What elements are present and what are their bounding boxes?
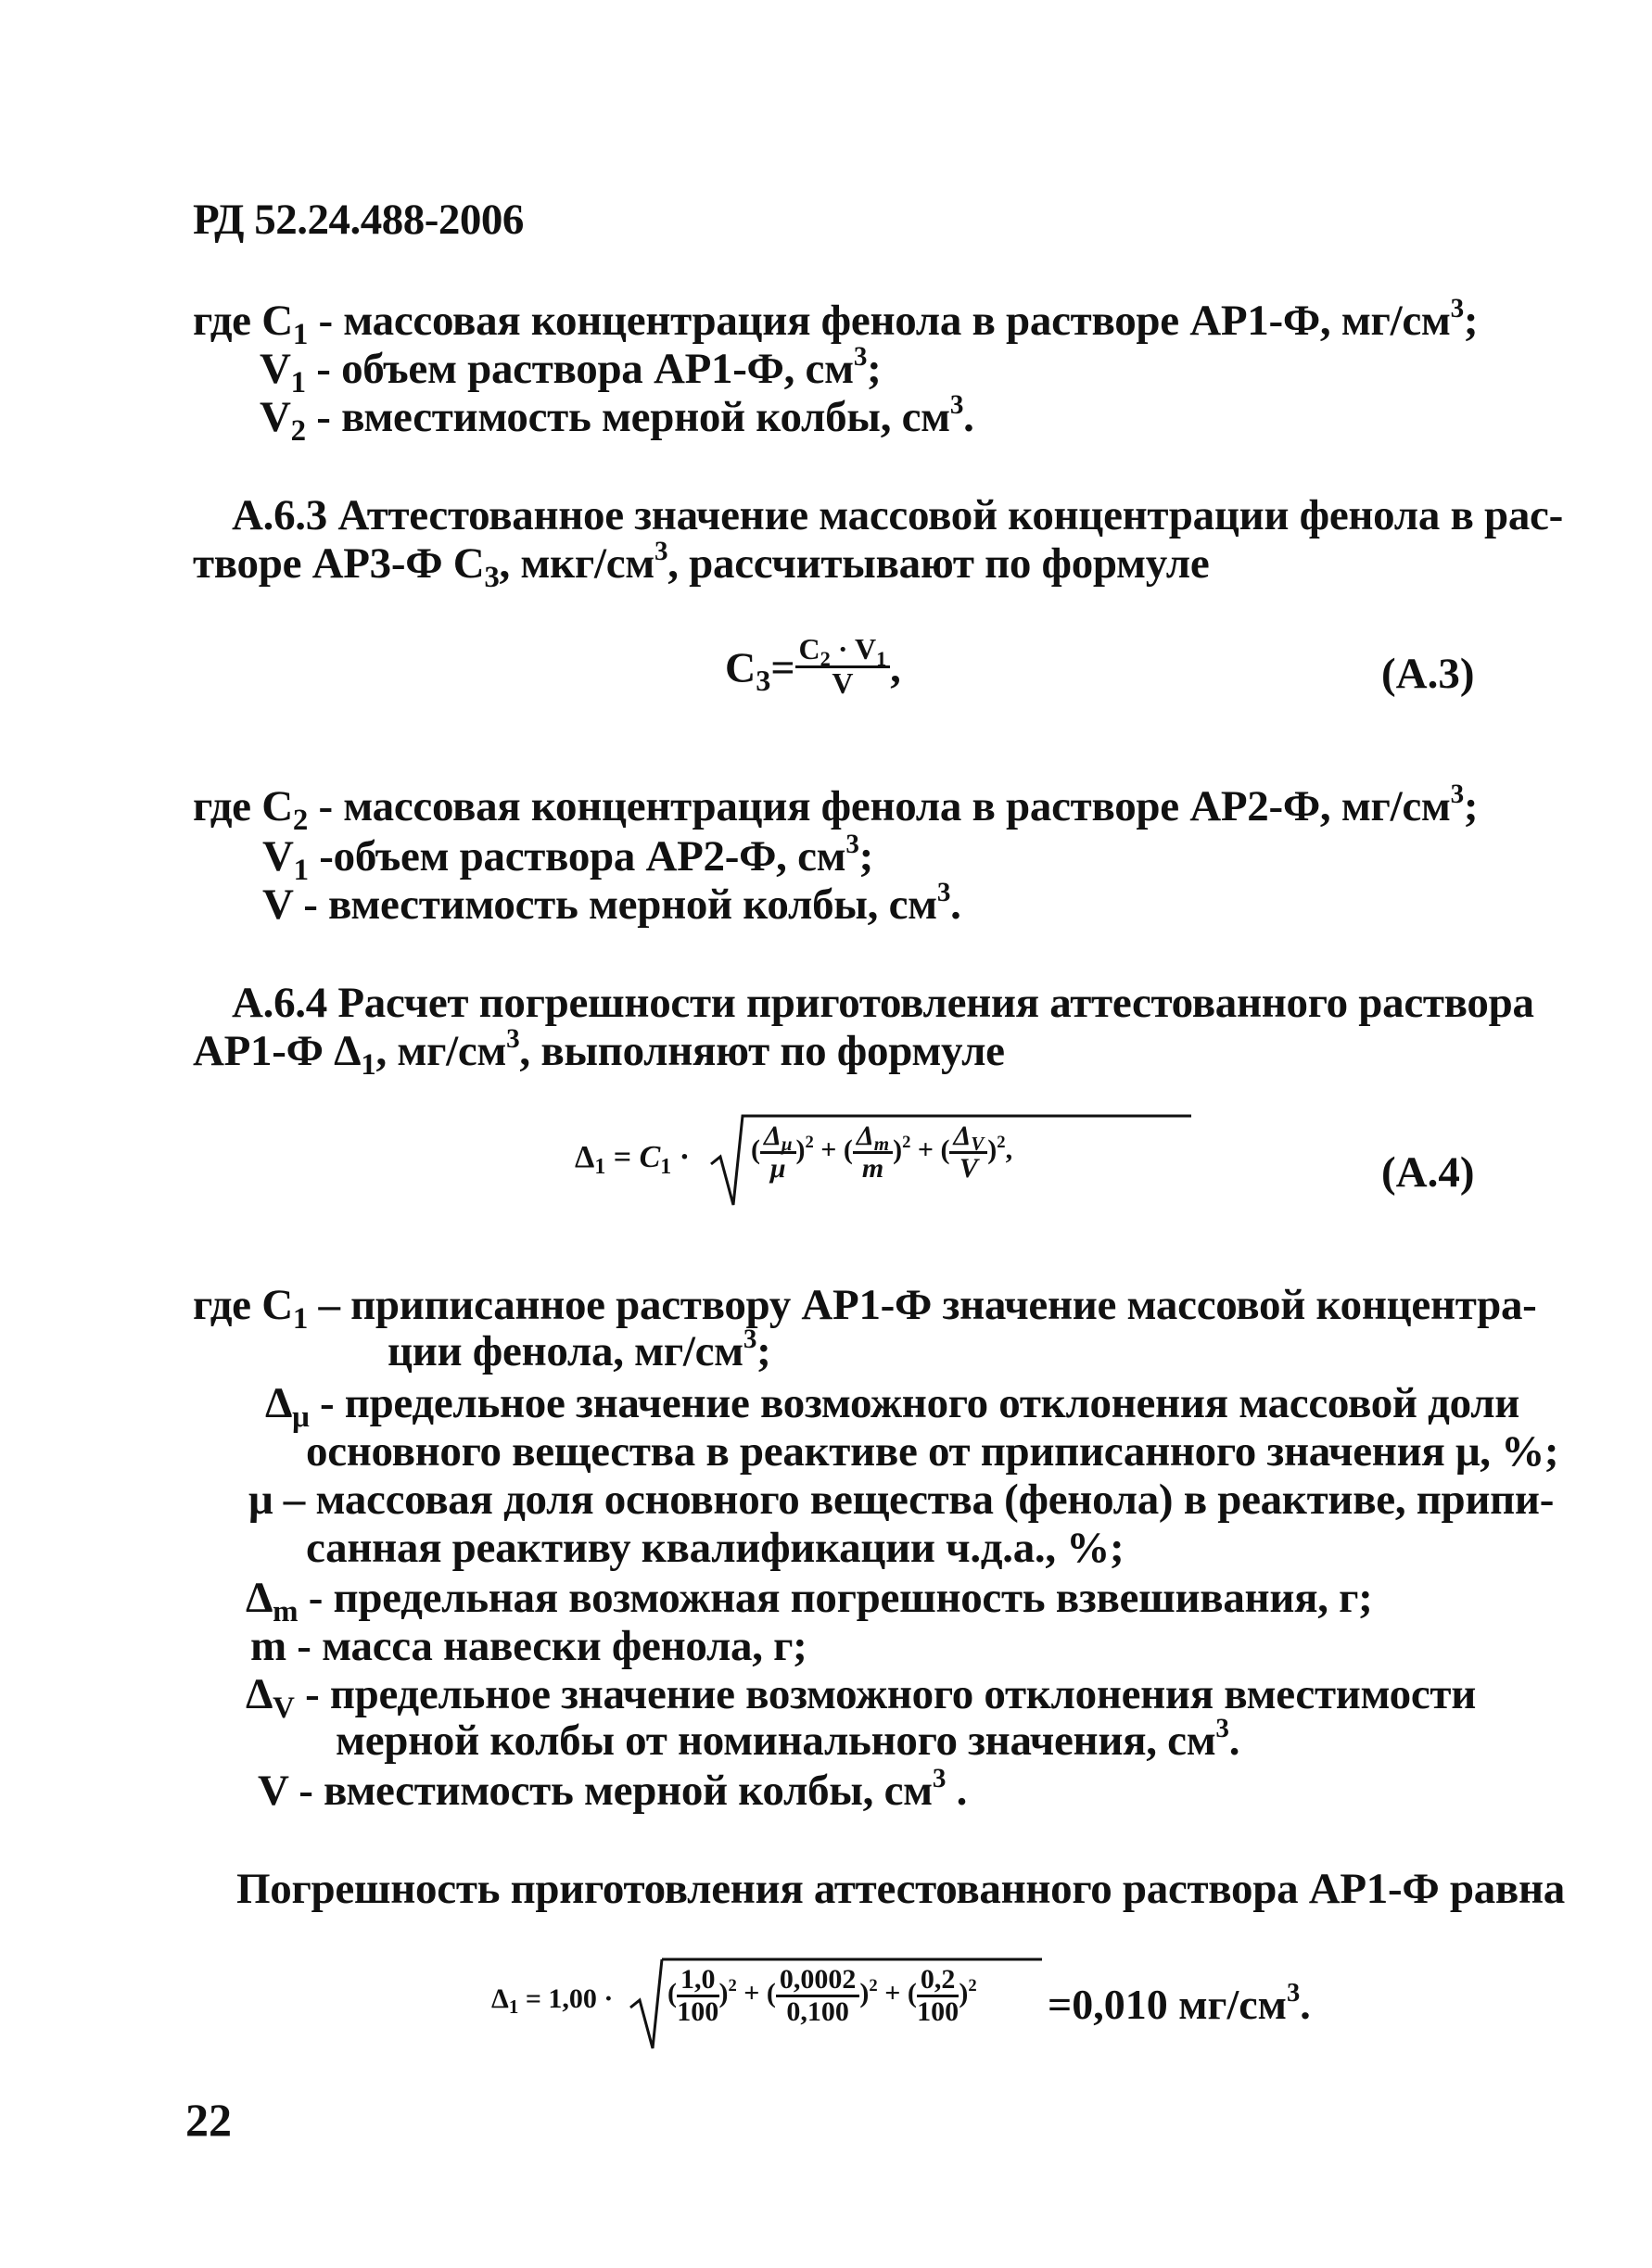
result-value: =0,010 $мг/см^3$. (1048, 1979, 1311, 2028)
where-v2b-line: V - вместимость мерной колбы, $см^3$ . (258, 1764, 968, 1815)
v-definition: - вместимость мерной колбы, см (292, 881, 937, 929)
document-header: РД 52.24.488-2006 (193, 196, 524, 244)
fraction-delta-m: $\frac{\Delta_m}{m}$ (853, 1121, 893, 1183)
symbol-c2: C (261, 782, 293, 830)
where-mu-line2: санная реактиву квалификации ч.д.а., %; (306, 1524, 1125, 1572)
formula-a3-fraction: $\frac{C_2 \cdot V_1}{V}$ (795, 634, 891, 699)
symbol-m: m (250, 1622, 286, 1670)
fraction-3: $\frac{0,2}{100}$ (917, 1964, 959, 2027)
equation-label-a4: (А.4) (1381, 1148, 1475, 1197)
symbol-v2b: V (258, 1767, 288, 1815)
symbol-v1: V (260, 345, 291, 393)
symbol-mu: μ (248, 1476, 273, 1524)
delta-mu-definition: - предельное значение возможного отклонения массовой доли (309, 1379, 1520, 1427)
where-v2-line: $V_2$ - вместимость мерной колбы, $см^3$. (260, 390, 974, 448)
sqrt-sign-result (629, 1952, 666, 2054)
para-a64-line1: А.6.4 Расчет погрешности приготовления аттестованного раствора (232, 979, 1534, 1027)
c1b-definition: – приписанное раствору АР1-Ф значение массовой концентра- (308, 1281, 1537, 1329)
where-v1-line: $V_1$ - объем раствора АР1-Ф, $см^3$; (260, 342, 882, 399)
c1-definition: - массовая концентрация фенола в растворе АР1-Ф, мг/см (308, 297, 1451, 345)
symbol-v2: V (260, 393, 291, 441)
symbol-v1b: V (262, 832, 294, 881)
v2-definition: - вместимость мерной колбы, см (305, 393, 950, 441)
where-dm-line: $\Delta_m$ - предельная возможная погрешность взвешивания, г; (246, 1574, 1373, 1628)
fraction-2: $\frac{0,0002}{0,100}$ (776, 1965, 860, 2026)
v1b-definition: -объем раствора АР2-Ф, см (308, 832, 846, 881)
para-a63-line1: А.6.3 Аттестованное значение массовой концентрации фенола в рас- (232, 491, 1563, 539)
symbol-c1b: C (261, 1281, 293, 1329)
symbol-delta-mu: Δ (265, 1379, 293, 1427)
symbol-delta-m: Δ (246, 1574, 273, 1622)
where-c1b-line: где $C_1$ – приписанное раствору АР1-Ф значение массовой концентра- (193, 1281, 1537, 1336)
m-definition: - масса навески фенола, г; (286, 1622, 807, 1670)
sqrt-sign (709, 1109, 746, 1210)
symbol-v: V (262, 881, 293, 929)
fraction-delta-v: $\frac{\Delta_V}{V}$ (949, 1121, 987, 1183)
mu-definition: – массовая доля основного вещества (фенола) в реактиве, припи- (273, 1476, 1555, 1524)
v2b-definition: - вместимость мерной колбы, см (287, 1767, 933, 1815)
where-c1-line: где $C_1$ - массовая концентрация фенола в растворе АР1-Ф, $мг/см^3$; (193, 294, 1479, 351)
sqrt-bar (743, 1112, 1188, 1116)
formula-a3: $C_3=$ $\frac{C_2 \cdot V_1}{V}$ , (725, 632, 901, 700)
delta-m-definition: - предельная возможная погрешность взвешивания, г; (298, 1574, 1373, 1622)
where-m-line (250, 1620, 807, 1672)
symbol-c1: C (261, 297, 293, 345)
symbol-delta-v: Δ (246, 1670, 273, 1718)
sqrt-bar-result (662, 1956, 1042, 1959)
page-number: 22 (185, 2094, 232, 2146)
para-a64-line2: АР1-Ф $\Delta_1$, $мг/см^3$, выполняют по формуле (193, 1024, 1005, 1082)
delta-v-definition: - предельное значение возможного отклонения вместимости (294, 1670, 1476, 1718)
v1-definition: - объем раствора АР1-Ф, см (305, 345, 854, 393)
equation-label-a3: (А.3) (1381, 650, 1475, 698)
where-dmu-line2: основного вещества в реактиве от приписанного значения μ, %; (306, 1427, 1559, 1476)
where-dv-line2: мерной колбы от номинального значения, $см^3$. (336, 1714, 1240, 1765)
where-c1b-line2: ции фенола, $мг/см^3$; (388, 1324, 771, 1375)
fraction-1: $\frac{1,0}{100}$ (677, 1964, 719, 2027)
fraction-delta-mu: $\frac{\Delta_\mu}{\mu}$ (760, 1121, 796, 1183)
where-dv-line: $\Delta_V$ - предельное значение возможного отклонения вместимости (246, 1670, 1476, 1725)
where-mu-line (248, 1474, 1554, 1526)
c2-definition: - массовая концентрация фенола в растворе АР2-Ф, мг/см (308, 782, 1451, 830)
where-c2-line: где $C_2$ - массовая концентрация фенола в растворе АР2-Ф, $мг/см^3$; (193, 779, 1479, 837)
where-dmu-line: $\Delta_\mu$ - предельное значение возможного отклонения массовой доли (265, 1379, 1520, 1434)
para-a63-line2: творе АР3-Ф $С_3$, мкг/$см^3$, рассчитывают по формуле (193, 537, 1210, 594)
where-v1b-line: $V_1$ -объем раствора АР2-Ф, $см^3$; (262, 830, 873, 887)
where-v-line: V - вместимость мерной колбы, $см^3$. (262, 878, 961, 929)
para-result: Погрешность приготовления аттестованного раствора АР1-Ф равна (236, 1865, 1565, 1913)
